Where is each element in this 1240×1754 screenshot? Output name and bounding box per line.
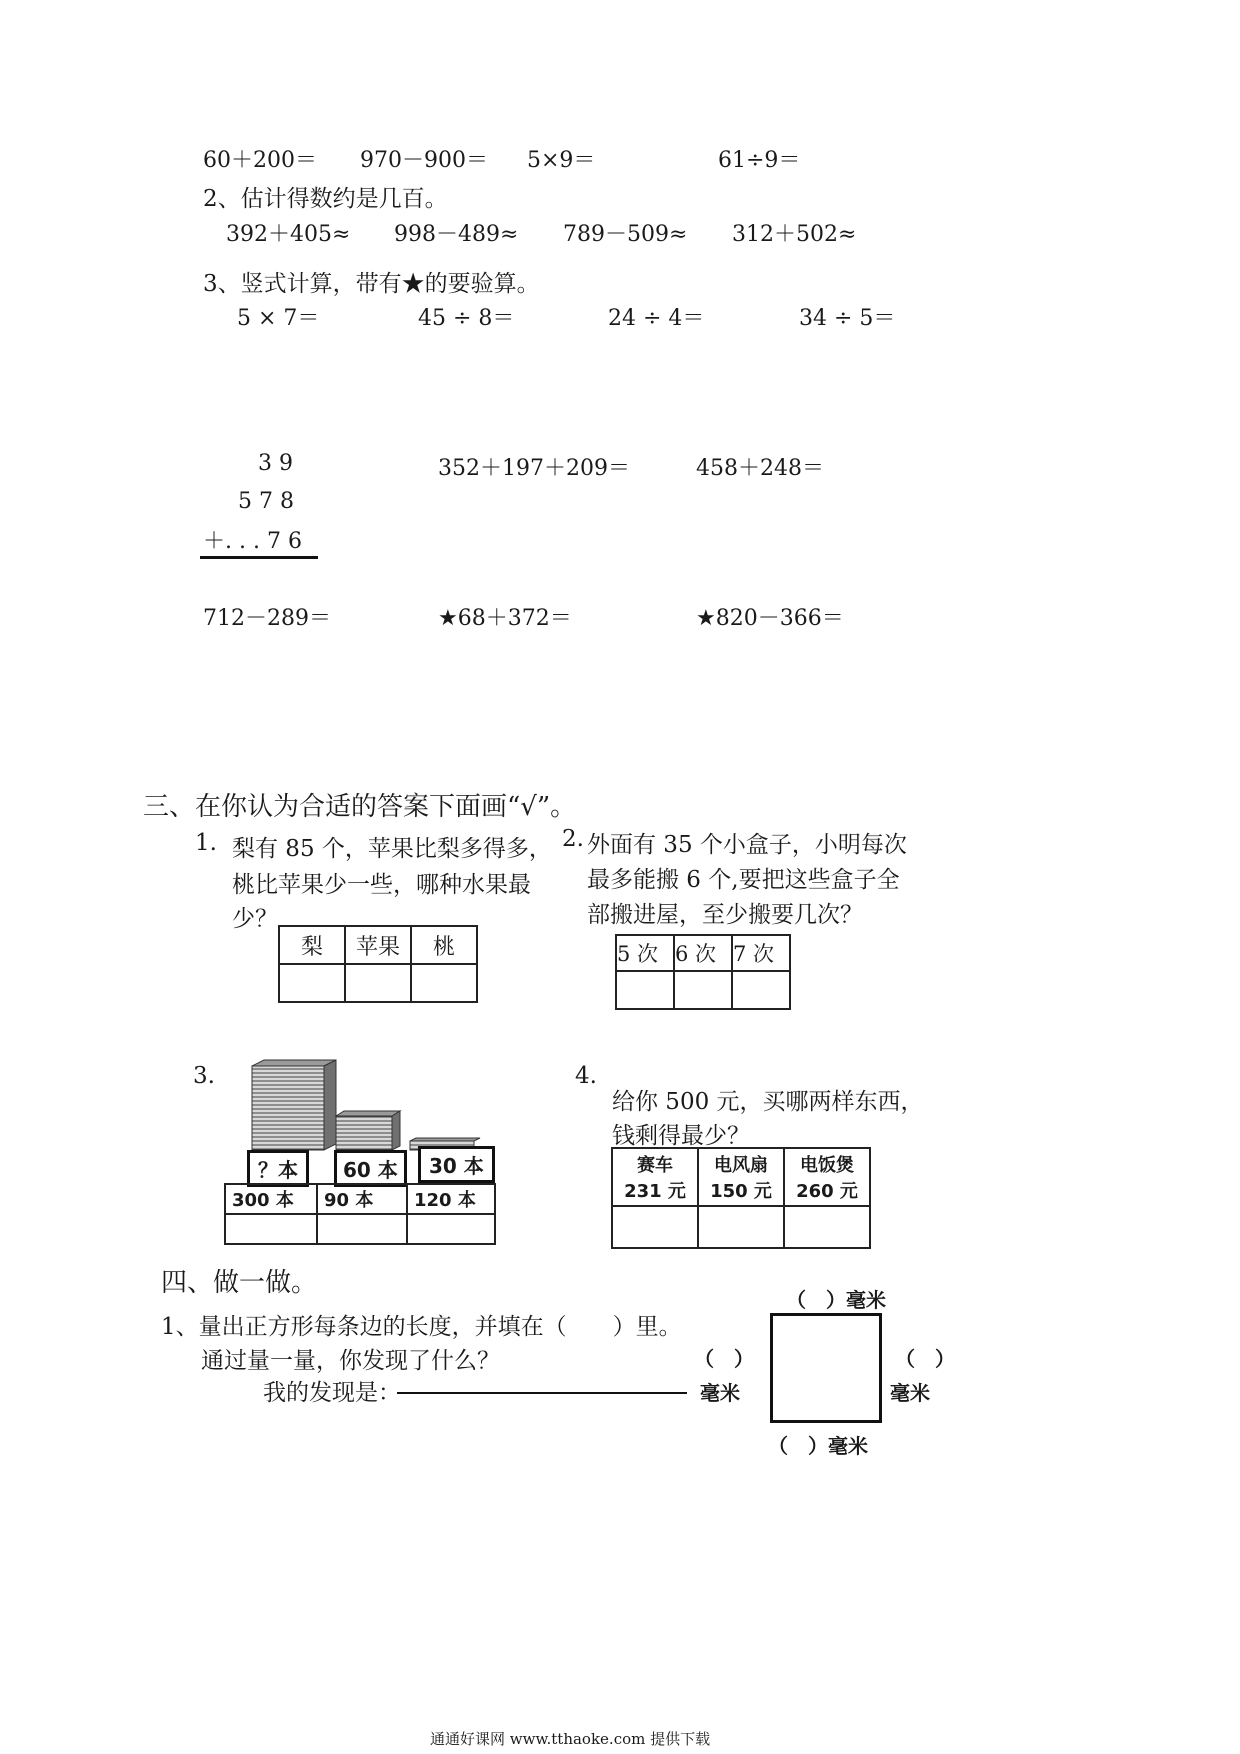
p4-answer-table: [611, 1147, 871, 1249]
stack-label-60: 60 本: [334, 1150, 407, 1187]
p4-number: 4.: [575, 1063, 597, 1089]
p2-line-2: 最多能搬 6 个,要把这些盒子全: [587, 867, 900, 893]
p4-answer-cell-fan[interactable]: [698, 1206, 784, 1248]
equation-60-200: 60＋200＝: [203, 148, 317, 173]
p2-number: 2.: [562, 826, 584, 852]
p3-answer-cell-300[interactable]: [225, 1214, 317, 1244]
square-left-unit: 毫米: [700, 1381, 740, 1405]
equation-712-289: 712－289＝: [203, 606, 331, 631]
equation-820-366: ★820－366＝: [696, 606, 844, 631]
vertical-3: 24 ÷ 4＝: [608, 306, 705, 331]
p4-answer-cell-cooker[interactable]: [784, 1206, 870, 1248]
p2-answer-cell-5[interactable]: [616, 971, 674, 1009]
estimate-1: 392＋405≈: [226, 222, 351, 247]
measure-square: [770, 1313, 882, 1423]
p1-header-pear: 梨: [279, 926, 345, 964]
estimate-2: 998－489≈: [394, 222, 519, 247]
section-4-title: 四、做一做。: [161, 1268, 318, 1298]
p4-item-cooker-name: 电饭煲: [800, 1155, 854, 1176]
p4-line-1: 给你 500 元，买哪两样东西，: [612, 1089, 924, 1115]
p1-line-1: 梨有 85 个，苹果比梨多得多，: [232, 836, 552, 862]
p2-header-7: 7 次: [732, 935, 790, 971]
p4-item-car: [612, 1148, 698, 1206]
p1-number: 1.: [195, 830, 217, 856]
p3-answer-cell-120[interactable]: [407, 1214, 495, 1244]
equation-68-372: ★68＋372＝: [438, 606, 572, 631]
stack-label-unknown: ？本: [247, 1150, 309, 1187]
s4-question-1b: 通过量一量，你发现了什么？: [201, 1348, 500, 1374]
p1-line-3: 少？: [232, 906, 278, 932]
equation-61div9: 61÷9＝: [718, 148, 801, 173]
p4-item-cooker-price: 260 元: [796, 1181, 858, 1202]
p1-header-peach: 桃: [411, 926, 477, 964]
s4-question-1: 1、量出正方形每条边的长度，并填在（ ）里。: [161, 1314, 682, 1340]
p4-answer-cell-car[interactable]: [612, 1206, 698, 1248]
equation-352-197-209: 352＋197＋209＝: [438, 456, 630, 481]
p4-item-fan: [698, 1148, 784, 1206]
p2-answer-cell-7[interactable]: [732, 971, 790, 1009]
square-left-paren: （ ）: [694, 1347, 754, 1371]
p3-header-120: 120 本: [407, 1184, 495, 1214]
p3-header-90: 90 本: [317, 1184, 407, 1214]
p2-line-1: 外面有 35 个小盒子，小明每次: [587, 832, 907, 858]
equation-458-248: 458＋248＝: [696, 456, 824, 481]
vertical-line-1: 3 9: [258, 451, 293, 476]
p3-number: 3.: [193, 1063, 215, 1089]
vertical-1: 5 × 7＝: [237, 306, 320, 331]
p4-line-2: 钱剩得最少？: [612, 1123, 750, 1149]
p4-item-fan-price: 150 元: [710, 1181, 772, 1202]
equation-970-900: 970－900＝: [360, 148, 488, 173]
p3-answer-table: [224, 1183, 496, 1245]
p2-answer-cell-6[interactable]: [674, 971, 732, 1009]
vertical-line-2: 5 7 8: [238, 489, 294, 514]
p2-header-5: 5 次: [616, 935, 674, 971]
medium-book-stack-icon: [336, 1111, 400, 1150]
vertical-line-3: ＋. . . 7 6: [203, 529, 302, 554]
p4-item-car-price: 231 元: [624, 1181, 686, 1202]
square-right-paren: （ ）: [895, 1347, 955, 1371]
tall-book-stack-icon: [252, 1060, 336, 1150]
stack-label-30: 30 本: [418, 1146, 495, 1183]
estimate-4: 312＋502≈: [732, 222, 857, 247]
finding-label: 我的发现是：: [263, 1380, 401, 1406]
q3-title: 3、竖式计算，带有★的要验算。: [203, 271, 540, 297]
vertical-2: 45 ÷ 8＝: [418, 306, 515, 331]
p3-answer-cell-90[interactable]: [317, 1214, 407, 1244]
p2-line-3: 部搬进屋，至少搬要几次？: [587, 902, 863, 928]
vertical-sum-line: [200, 556, 318, 559]
finding-answer-line[interactable]: [397, 1392, 687, 1394]
page-footer: 通通好课网 www.tthaoke.com 提供下载: [430, 1730, 711, 1748]
p4-item-cooker: [784, 1148, 870, 1206]
p1-answer-cell-peach[interactable]: [411, 964, 477, 1002]
square-top-label: （ ）毫米: [786, 1288, 886, 1312]
p2-answer-table: [615, 934, 791, 1010]
p1-answer-table: [278, 925, 478, 1003]
estimate-3: 789－509≈: [563, 222, 688, 247]
p1-line-2: 桃比苹果少一些，哪种水果最: [232, 872, 531, 898]
equation-5x9: 5×9＝: [527, 148, 596, 173]
p1-header-apple: 苹果: [345, 926, 411, 964]
q2-title: 2、估计得数约是几百。: [203, 186, 448, 212]
p2-header-6: 6 次: [674, 935, 732, 971]
p1-answer-cell-pear[interactable]: [279, 964, 345, 1002]
section-3-title: 三、在你认为合适的答案下面画“√”。: [143, 792, 577, 822]
p1-answer-cell-apple[interactable]: [345, 964, 411, 1002]
p4-item-fan-name: 电风扇: [714, 1155, 768, 1176]
vertical-4: 34 ÷ 5＝: [799, 306, 896, 331]
square-right-unit: 毫米: [890, 1381, 930, 1405]
square-bottom-label: （ ）毫米: [768, 1434, 868, 1458]
p3-header-300: 300 本: [225, 1184, 317, 1214]
book-stacks-illustration: [240, 1058, 490, 1153]
p4-item-car-name: 赛车: [637, 1155, 673, 1176]
